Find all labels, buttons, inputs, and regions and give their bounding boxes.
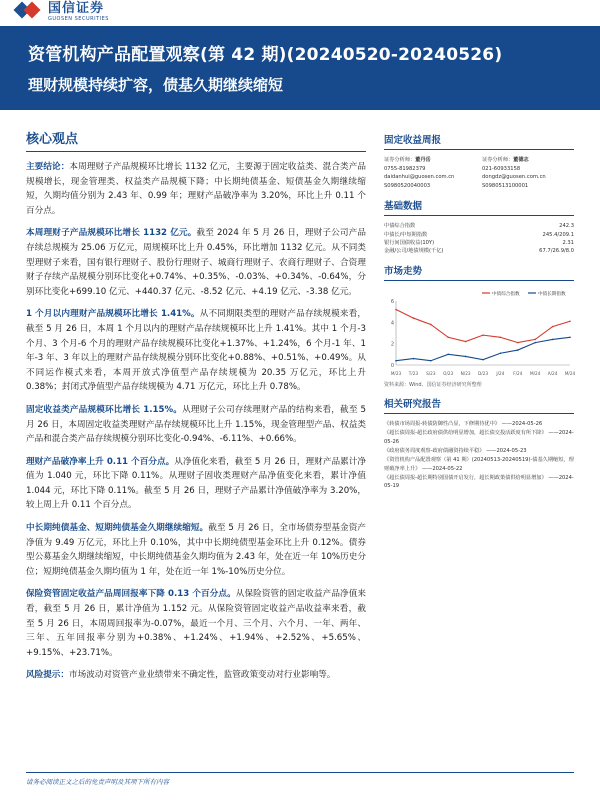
stat-label: 银行间国债收益(10Y)	[384, 239, 435, 246]
company-logo	[16, 0, 126, 24]
report-title: 资管机构产品配置观察(第 42 期)(20240520-20240526)	[28, 45, 503, 65]
paragraph-lead: 主要结论：	[26, 162, 70, 172]
x-tick-label: J/24	[496, 371, 505, 377]
disclaimer-footer: 请务必阅读正文之后的免责声明及其项下所有内容	[26, 772, 574, 786]
legend-label: 中债长期指数	[538, 292, 566, 298]
series-point	[465, 341, 467, 343]
stat-row	[384, 247, 574, 255]
paragraph-text: 本周理财子产品规模环比增长 1132 亿元，主要源于固定收益类、混合类产品规模增长，现金管理类、权益类产品规模下降；中长期纯债基金、短债基金久期继续缩短，久期均值分别为 2.43 年、0.99 年；理财产品破净率为 3.20%，环比上升 0.11 个百分点。	[26, 162, 366, 216]
title-banner	[0, 26, 600, 110]
analyst-name: 董丹岳	[415, 157, 431, 163]
series-point	[517, 342, 519, 344]
related-reports	[384, 420, 574, 490]
stat-value: 242.3	[559, 223, 574, 230]
paragraph-text: 从不同期限类型的理财产品存续规模来看，截至 5 月 26 日，本周 1 个月以内的理财产品存续规模环比上升 1.41%。其中 1 个月-3 个月、3 个月-6 个月的理财产品存续规模环比变化+1.37%、+1.24%，6 个月-1 年、1 年-3 年、3 年以上的理财产品存续规模分别环比变化+0.88%、+0.51%、+0.49%。从不同运作模式来看，本周开放式净值型产品存续规模为 20.35 万亿元，环比上升 0.38%；封闭式净值型产品存续规模为 4.71 万亿元，环比上升 0.78%。	[26, 309, 366, 393]
related-report-link[interactable]: 《转债市场周报-转债防御性凸显，下修期待优中》 ——2024-05-26	[384, 421, 543, 428]
y-tick-label: 4	[390, 320, 394, 327]
logo-cn: 国信证券	[48, 1, 105, 16]
series-point	[430, 324, 432, 326]
core-heading: 核心观点	[26, 128, 366, 152]
x-tick-label: O/23	[443, 371, 454, 377]
series-point	[534, 342, 536, 344]
paragraph	[26, 455, 366, 513]
analyst-card	[384, 156, 476, 190]
legend-label: 中债综合指数	[492, 292, 520, 298]
paragraph-text: 从理财子公司存续理财产品的结构来看，截至 5 月 26 日，本周固定收益类理财产品存续规模环比上升 1.15%，现金管理型产品、权益类产品和混合类产品存续规模分别环比变化-0.94%、-6.11%、+0.66%。	[26, 404, 366, 445]
series-point	[482, 359, 484, 361]
series-point	[500, 353, 502, 355]
sidebar	[384, 132, 574, 492]
paragraph	[26, 160, 366, 218]
report-type: 固定收益周报	[384, 132, 574, 150]
paragraph-text: 从保险资管的固定收益产品净值来看，截至 5 月 26 日，累计净值为 1.152 元。从保险资管固定收益产品收益率来看，截至 5 月 26 日，本周周回报率为-0.07%，最近一个月、三个月、六个月、一年、两年、三年、五年回报率分别为+0.38%、+1.24%、+1.94%、+2.52%、+5.65%、+9.15%、+23.71%。	[26, 589, 366, 658]
stat-value: 2.31	[562, 239, 574, 246]
stat-value: 67.7/26.9/8.0	[539, 247, 574, 254]
logo-bar	[0, 0, 600, 26]
series-point	[552, 339, 554, 341]
paragraph	[26, 521, 366, 579]
paragraph-lead: 本周理财子产品规模环比增长 1132 亿元。	[26, 228, 197, 239]
analysts	[384, 156, 574, 190]
paragraph-lead: 1 个月以内理财产品规模环比增长 1.41%。	[26, 309, 200, 320]
series-point	[569, 321, 571, 323]
series-point	[517, 349, 519, 351]
paragraph-lead: 风险提示：	[26, 670, 69, 681]
series-point	[413, 317, 415, 319]
series-line-0	[396, 310, 570, 343]
analyst-phone: 021-60933158	[482, 165, 521, 172]
paragraph-text: 截至 5 月 26 日，全市场债券型基金资产净值为 9.49 万亿元，环比上升 0.10%，其中中长期纯债型基金环比上升 0.12%。债券型公募基金久期继续缩短，中长期纯债基金久期均值为 2.43 年，处在近一年 10%历史分位；短期纯债基金久期均值为 1 年，处在近一年 1%-10%历史分位。	[26, 523, 366, 577]
analyst-cert: S0980513100001	[482, 182, 529, 189]
analyst-role: 证券分析师：	[384, 157, 416, 163]
analyst-email[interactable]: dongdz@guosen.com.cn	[482, 174, 546, 181]
analyst-cert: S0980520040003	[384, 182, 431, 189]
stat-row	[384, 231, 574, 239]
analyst-name: 董德志	[513, 157, 529, 163]
report-subtitle: 理财规模持续扩容，债基久期继续缩短	[28, 76, 284, 94]
series-point	[430, 360, 432, 362]
paragraph	[26, 587, 366, 660]
y-tick-label: 0	[390, 363, 394, 370]
x-tick-label: M/24	[564, 371, 576, 377]
x-tick-label: D/23	[478, 371, 488, 377]
logo-en: GUOSEN SECURITIES	[48, 16, 109, 22]
related-heading: 相关研究报告	[384, 396, 574, 414]
y-tick-label: 6	[390, 299, 394, 306]
series-point	[395, 309, 397, 311]
series-point	[534, 339, 536, 341]
x-tick-label: A/24	[547, 371, 558, 377]
stat-label: 金融/公司/地债规模(千亿)	[384, 247, 444, 254]
related-report-link[interactable]: 《政府债务周度观察-政府债融资持续平稳》 ——2024-05-23	[384, 448, 527, 455]
x-tick-label: N/23	[460, 371, 471, 377]
series-point	[465, 356, 467, 358]
logo-mark-icon	[16, 2, 42, 22]
paragraph-text: 市场波动对资管产业业绩带来不确定性，监管政策变动对行业影响等。	[68, 670, 336, 681]
series-point	[500, 337, 502, 339]
basic-data-heading: 基础数据	[384, 198, 574, 216]
related-report-link[interactable]: 《超长债周报-超长期特别国债开启发行，超长期政策债供给明显增加》 ——2024-05-19	[384, 474, 574, 490]
paragraph-lead: 理财产品破净率上升 0.11 个百分点。	[26, 456, 175, 467]
stat-value: 245.4/209.1	[542, 231, 574, 238]
series-point	[569, 337, 571, 339]
stat-label: 中债综合指数	[384, 223, 416, 230]
x-tick-label: T/23	[408, 371, 419, 377]
related-report-link[interactable]: 《超长债周报-超长政府债供给明显增加，超长债交投活跃度有所下降》 ——2024-05-26	[384, 430, 574, 445]
paragraph-text: 从净值化来看，截至 5 月 26 日，理财产品累计净值为 1.040 元，环比下降 0.11%。从理财子固收类理财产品净值变化来看，累计净值 1.044 元，环比下降 0.11%。截至 5 月 26 日，理财子产品累计净值破净率为 3.20%，较上周上升 0.11 个百分点。	[26, 456, 366, 511]
series-point	[413, 358, 415, 360]
x-tick-label: S/23	[426, 371, 436, 377]
analyst-email[interactable]: daidanhui@guosen.com.cn	[384, 174, 455, 181]
paragraph-lead: 保险资管固定收益产品周回报率下降 0.13 个百分点。	[26, 589, 236, 600]
series-point	[552, 326, 554, 328]
analyst-phone: 0755-81982379	[384, 165, 426, 172]
paragraph-lead: 固定收益类产品规模环比增长 1.15%。	[26, 404, 183, 415]
analyst-card	[482, 156, 574, 190]
trend-heading: 市场走势	[384, 263, 574, 281]
trend-chart-svg	[384, 287, 574, 379]
stat-label: 中债长/中短期指数	[384, 231, 428, 238]
paragraph	[26, 403, 366, 447]
paragraph	[26, 226, 366, 299]
paragraph-lead: 中长期纯债基金、短期纯债基金久期继续缩短。	[26, 523, 209, 534]
x-tick-label: F/24	[513, 371, 523, 377]
x-tick-label: M/23	[390, 371, 402, 377]
analyst-role: 证券分析师：	[482, 157, 514, 163]
risk-warning	[26, 668, 366, 683]
related-report-link[interactable]: 《资管机构产品配置观察（第 41 期）(20240513-20240519)-债基久期缩短，理财破净率上升》 ——2024-05-22	[384, 457, 574, 472]
market-trend-chart	[384, 287, 574, 379]
chart-source: 资料来源：Wind、国信证券经济研究所整理	[384, 382, 482, 389]
paragraph-text: 截至 2024 年 5 月 26 日，理财子公司产品存续总规模为 25.06 万亿元，周规模环比上升 0.45%，环比增加 1132 亿元。从不同类型理财子来看，国有银行理财子、股份行理财子、城商行理财子、农商行理财子、合资理财子存续产品规模分别环比变化+0.74%、+0.35%、-0.03%、+0.34%、-0.64%，分别环比变化+699.10 亿元、+440.37 亿元、-8.52 亿元、+4.19 亿元、-3.38 亿元。	[26, 228, 367, 297]
paragraph	[26, 307, 366, 395]
y-tick-label: 2	[390, 341, 394, 348]
x-tick-label: M/24	[530, 371, 541, 377]
core-views	[26, 128, 366, 691]
basic-data	[384, 222, 574, 255]
series-point	[395, 360, 397, 362]
series-point	[447, 354, 449, 356]
series-point	[447, 337, 449, 339]
stat-row	[384, 222, 574, 230]
series-point	[482, 335, 484, 337]
stat-row	[384, 239, 574, 247]
series-line-1	[396, 337, 570, 360]
